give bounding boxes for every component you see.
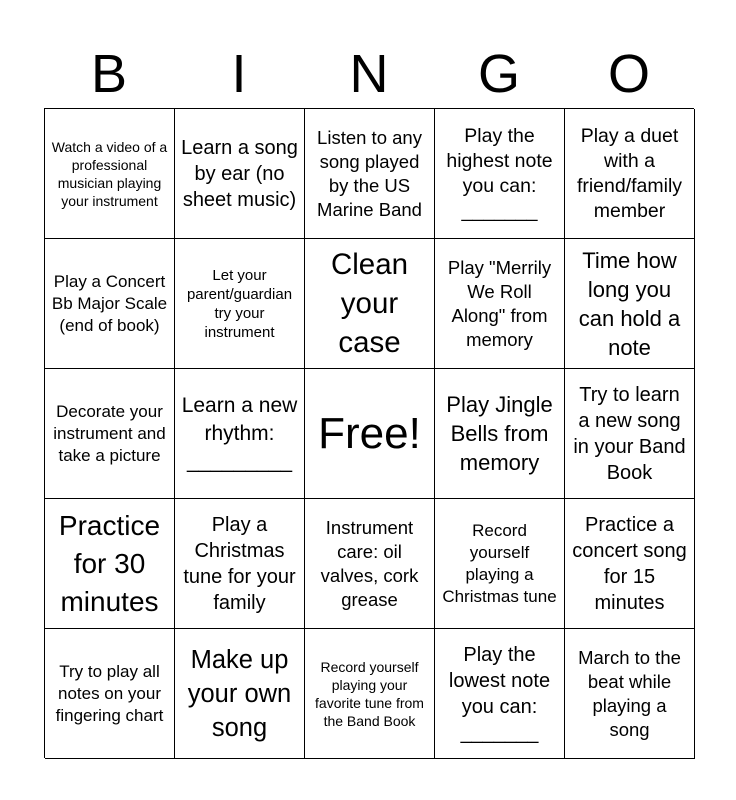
bingo-cell-n2[interactable]: Clean your case xyxy=(305,239,435,369)
bingo-cell-b5[interactable]: Try to play all notes on your fingering chart xyxy=(45,629,175,759)
header-letter-n: N xyxy=(349,44,389,104)
bingo-cell-g2[interactable]: Play "Merrily We Roll Along" from memory xyxy=(435,239,565,369)
bingo-cell-n5[interactable]: Record yourself playing your favorite tune from the Band Book xyxy=(305,629,435,759)
header-letter-g: G xyxy=(477,44,520,104)
bingo-cell-i1[interactable]: Learn a song by ear (no sheet music) xyxy=(175,109,305,239)
header-letter-i: I xyxy=(231,44,247,104)
bingo-cell-b2[interactable]: Play a Concert Bb Major Scale (end of book) xyxy=(45,239,175,369)
header-letter-o: O xyxy=(607,44,650,104)
bingo-cell-o5[interactable]: March to the beat while playing a song xyxy=(565,629,695,759)
bingo-cell-b4[interactable]: Practice for 30 minutes xyxy=(45,499,175,629)
bingo-cell-o2[interactable]: Time how long you can hold a note xyxy=(565,239,695,369)
bingo-cell-i4[interactable]: Play a Christmas tune for your family xyxy=(175,499,305,629)
bingo-cell-o4[interactable]: Practice a concert song for 15 minutes xyxy=(565,499,695,629)
bingo-cell-g5[interactable]: Play the lowest note you can: _______ xyxy=(435,629,565,759)
bingo-cell-i2[interactable]: Let your parent/guardian try your instrument xyxy=(175,239,305,369)
bingo-cell-free: Free! xyxy=(305,369,435,499)
header-letter-b: B xyxy=(90,44,128,104)
bingo-cell-g1[interactable]: Play the highest note you can: _______ xyxy=(435,109,565,239)
bingo-cell-g3[interactable]: Play Jingle Bells from memory xyxy=(435,369,565,499)
bingo-cell-i5[interactable]: Make up your own song xyxy=(175,629,305,759)
bingo-header xyxy=(44,44,694,104)
bingo-cell-n4[interactable]: Instrument care: oil valves, cork grease xyxy=(305,499,435,629)
bingo-cell-i3[interactable]: Learn a new rhythm: _________ xyxy=(175,369,305,499)
bingo-cell-b1[interactable]: Watch a video of a professional musician playing your instrument xyxy=(45,109,175,239)
bingo-cell-b3[interactable]: Decorate your instrument and take a picture xyxy=(45,369,175,499)
bingo-cell-n1[interactable]: Listen to any song played by the US Marine Band xyxy=(305,109,435,239)
bingo-card-grid xyxy=(44,108,694,758)
bingo-cell-o3[interactable]: Try to learn a new song in your Band Book xyxy=(565,369,695,499)
bingo-cell-o1[interactable]: Play a duet with a friend/family member xyxy=(565,109,695,239)
bingo-cell-g4[interactable]: Record yourself playing a Christmas tune xyxy=(435,499,565,629)
